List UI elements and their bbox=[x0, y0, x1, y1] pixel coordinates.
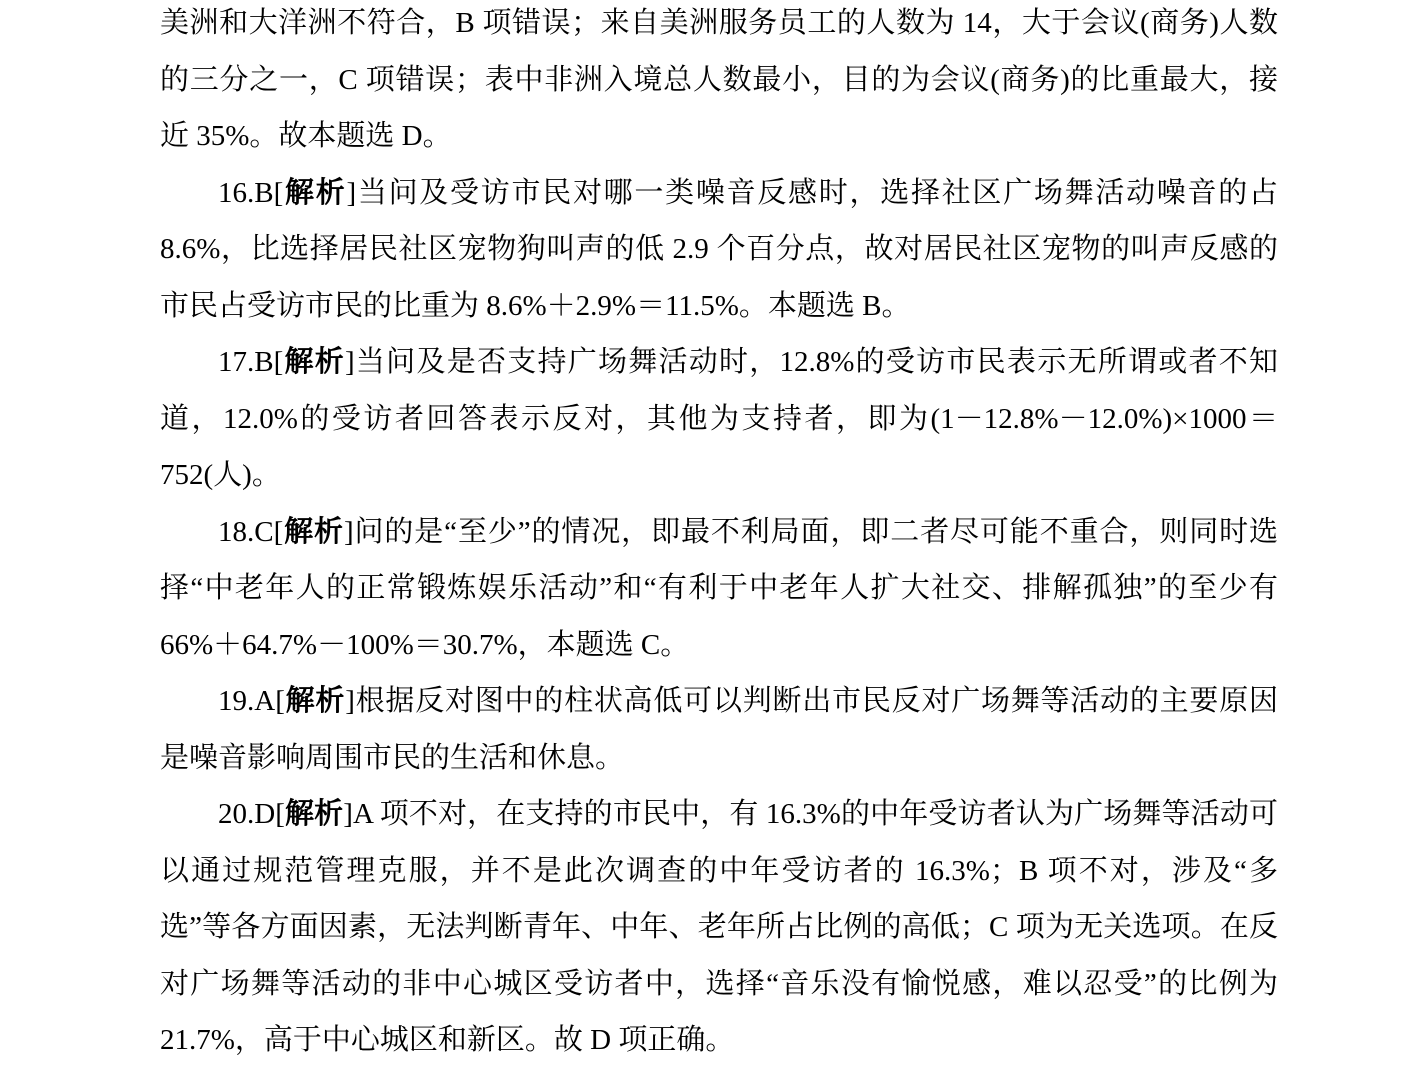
text-segment: 20.D[ bbox=[218, 798, 285, 830]
analysis-label: 解析 bbox=[284, 798, 344, 830]
answer-20 bbox=[160, 786, 1278, 1069]
text-segment: 17.B[ bbox=[218, 346, 284, 378]
text-segment: 美洲和大洋洲不符合，B 项错误；来自美洲服务员工的人数为 14，大于会议(商务)人数的三分之一，C 项错误；表中非洲入境总人数最小，目的为会议(商务)的比重最大，接近 35%。故本题选 D。 bbox=[160, 7, 1278, 152]
text-segment: ]根据反对图中的柱状高低可以判断出市民反对广场舞等活动的主要原因是噪音影响周围市民的生活和休息。 bbox=[160, 685, 1278, 774]
text-segment: 16.B[ bbox=[218, 176, 284, 209]
analysis-label: 解析 bbox=[283, 346, 346, 378]
text-segment: ]A 项不对，在支持的市民中，有 16.3%的中年受访者认为广场舞等活动可以通过规范管理克服，并不是此次调查的中年受访者的 16.3%；B 项不对，涉及“多选”等各方面因素，无法判断青年、中年、老年所占比例的高低；C 项为无关选项。在反对广场舞等活动的非中心城区受访者中，选择“音乐没有愉悦感，难以忍受”的比例为 21.7%，高于中心城区和新区。故 D 项正确。 bbox=[160, 798, 1278, 1056]
text-segment: ]问的是“至少”的情况，即最不利局面，即二者尽可能不重合，则同时选择“中老年人的正常锻炼娱乐活动”和“有利于中老年人扩大社交、排解孤独”的至少有 66%＋64.7%－100%＝30.7%，本题选 C。 bbox=[160, 515, 1278, 661]
answer-16 bbox=[160, 165, 1278, 335]
answer-explanations-text bbox=[160, 0, 1278, 1069]
analysis-label: 解析 bbox=[283, 176, 347, 209]
answer-18 bbox=[160, 504, 1278, 674]
answer-15-continuation bbox=[160, 0, 1278, 165]
text-segment: 19.A[ bbox=[218, 685, 285, 717]
answer-17 bbox=[160, 334, 1278, 504]
answer-19 bbox=[160, 673, 1278, 786]
analysis-label: 解析 bbox=[283, 515, 344, 548]
analysis-label: 解析 bbox=[284, 685, 346, 717]
text-segment: ]当问及是否支持广场舞活动时，12.8%的受访市民表示无所谓或者不知道，12.0%的受访者回答表示反对，其他为支持者，即为(1－12.8%－12.0%)×1000＝752(人)。 bbox=[160, 346, 1278, 491]
text-segment: 18.C[ bbox=[218, 515, 284, 548]
text-segment: ]当问及受访市民对哪一类噪音反感时，选择社区广场舞活动噪音的占 8.6%，比选择居民社区宠物狗叫声的低 2.9 个百分点，故对居民社区宠物的叫声反感的市民占受访市民的比重为 8.6%＋2.9%＝11.5%。本题选 B。 bbox=[160, 176, 1278, 322]
